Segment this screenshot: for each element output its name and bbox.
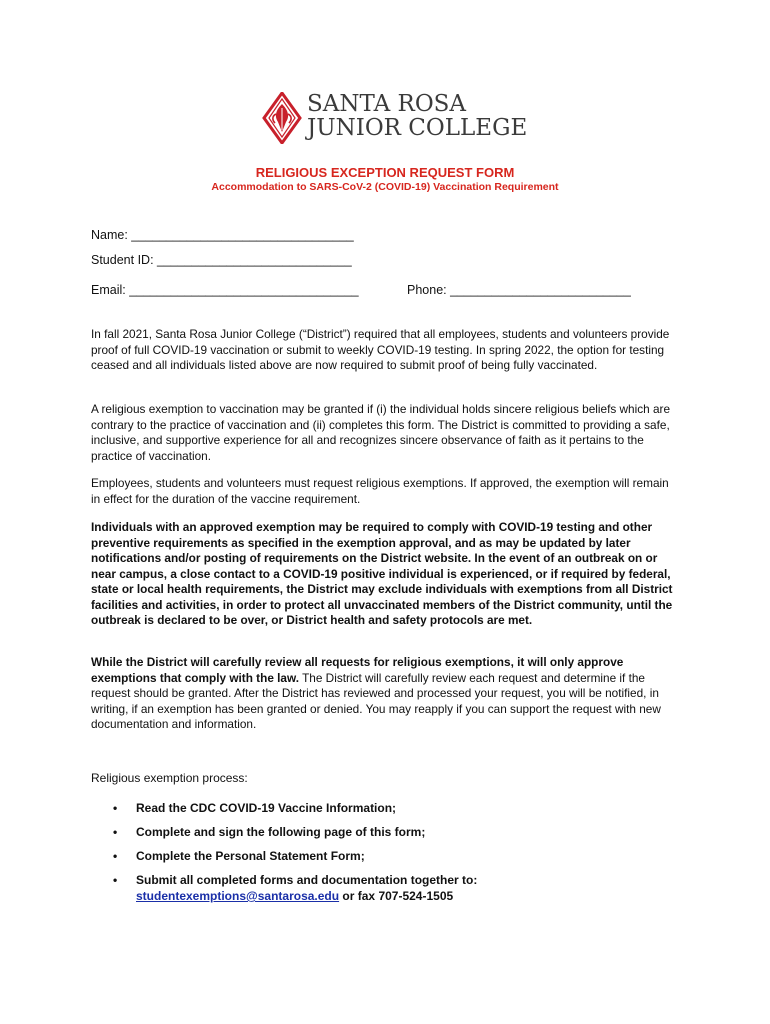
paragraph-request-duration: Employees, students and volunteers must request religious exemptions. If approved, the exemption will remain in effect for the duration of the vaccine requirement. [91,476,669,506]
step-label: Submit all completed forms and documentation together to: [136,873,478,887]
process-heading: Religious exemption process: [91,771,248,785]
bullet-icon: • [113,849,118,863]
paragraph-background: In fall 2021, Santa Rosa Junior College (“District”) required that all employees, students and volunteers provide proof of full COVID-19 vaccination or submit to weekly COVID-19 testing. In spring 2022, the option for testing ceased and all individuals listed above are now required to submit proof of being fully vaccinated. [91,327,670,372]
step-label: Read the CDC COVID-19 Vaccine Information; [136,801,397,815]
review-regular-text: The District will carefully review each request and determine if the request should be granted. After the District has reviewed and processed your request, you will be notified, in writing, if an exemption has been granted or denied. You may reapply if you can support the request with new documentation and information. [91,670,661,731]
name-field[interactable]: Name: ________________________________ [91,228,354,242]
college-logo [262,91,528,146]
form-subtitle: Accommodation to SARS-CoV-2 (COVID-19) Vaccination Requirement [211,181,559,193]
bullet-icon: • [113,873,118,887]
phone-field[interactable]: Phone: __________________________ [407,283,631,297]
logo-line-2: JUNIOR COLLEGE [307,115,528,141]
logo-wordmark [307,92,527,140]
step-label: Complete the Personal Statement Form; [136,849,365,863]
bullet-icon: • [113,825,118,839]
exemptions-email-link[interactable]: studentexemptions@santarosa.edu [136,889,340,903]
list-item [91,872,681,904]
logo-line-1: SANTA ROSA [307,91,467,117]
paragraph-exemption-criteria: A religious exemption to vaccination may be granted if (i) the individual holds sincere religious beliefs which are contrary to the practice of vaccination and (ii) completes this form. The District is committed to providing a safe, inclusive, and supportive experience for all and recognizes sincere observance of faith as it pertains to the practice of vaccination. [91,402,671,463]
form-title: RELIGIOUS EXCEPTION REQUEST FORM [255,165,515,180]
list-item [91,800,681,816]
list-item [91,848,681,864]
paragraph-testing-requirements: Individuals with an approved exemption may be required to comply with COVID-19 testing and other preventive requirements as specified in the exemption approval, and as may be updated by later notifications and/or posting of requirements on the District website. In the event of an outbreak on or near campus, a close contact to a COVID-19 positive individual is experienced, or if required by federal, state or local health requirements, the District may exclude individuals with exemptions from all District facilities and activities, in order to protect all unvaccinated members of the District community, until the outbreak is declared to be over, or District health and safety protocols are met. [91,520,673,627]
fax-number: or fax 707-524-1505 [339,889,454,903]
paragraph-review-process [91,655,681,733]
college-seal-icon [262,92,302,144]
step-label: Complete and sign the following page of this form; [136,825,426,839]
email-field[interactable]: Email: _________________________________ [91,283,359,297]
student-id-field[interactable]: Student ID: ____________________________ [91,253,352,267]
bullet-icon: • [113,801,118,815]
process-steps-list [91,800,681,912]
review-bold-text: While the District will carefully review all requests for religious exemptions, it will only approve exemptions that comply with the law. [91,655,624,685]
list-item [91,824,681,840]
